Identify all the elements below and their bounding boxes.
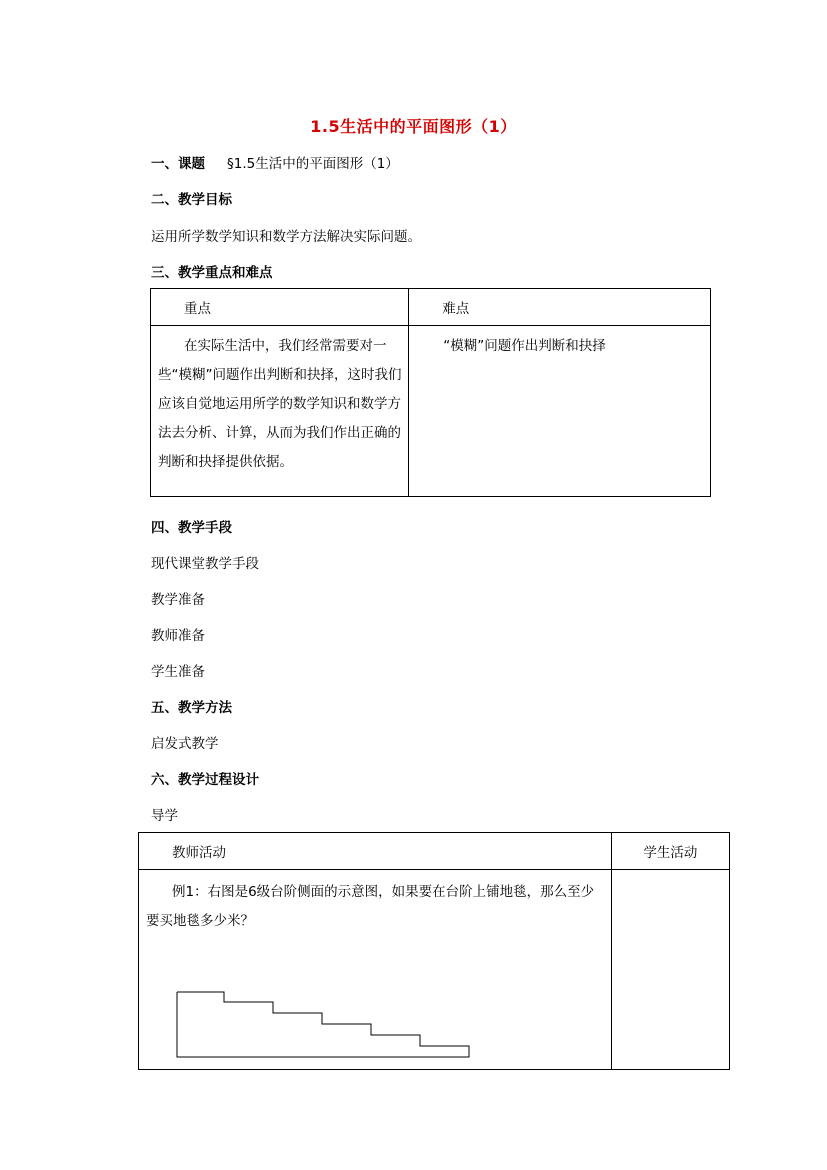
- means-item: 现代课堂教学手段: [151, 556, 259, 572]
- means-heading: 四、教学手段: [151, 520, 232, 536]
- student-activity-cell: [611, 870, 729, 1070]
- goals-text: 运用所学数学知识和数学方法解决实际问题。: [151, 229, 421, 245]
- key-point-text: 在实际生活中，我们经常需要对一些“模糊”问题作出判断和抉择，这时我们应该自觉地运用所学的数学知识和数学方法去分析、计算，从而为我们作出正确的判断和抉择提供依据。: [158, 338, 402, 470]
- stairs-diagram: [175, 990, 475, 1062]
- student-activity-header: 学生活动: [611, 833, 729, 870]
- method-heading: 五、教学方法: [151, 700, 232, 716]
- teacher-activity-header: 教师活动: [139, 833, 612, 870]
- difficulty-header: 难点: [409, 289, 711, 326]
- page-title: 1.5生活中的平面图形（1）: [310, 117, 517, 136]
- means-item: 教师准备: [151, 628, 205, 644]
- key-difficulty-table: [150, 288, 711, 497]
- example-text: 例1：右图是6级台阶侧面的示意图，如果要在台阶上铺地毯，那么至少要买地毯多少米？: [146, 884, 595, 929]
- key-header: 重点: [151, 289, 409, 326]
- example-cell: [139, 870, 611, 1069]
- topic-label: 一、课题: [151, 156, 205, 172]
- process-table: [138, 832, 730, 1070]
- means-item: 教学准备: [151, 592, 205, 608]
- topic-value: §1.5生活中的平面图形（1）: [227, 156, 399, 172]
- goals-heading: 二、教学目标: [151, 192, 232, 208]
- difficulty-text: “模糊”问题作出判断和抉择: [443, 338, 606, 354]
- means-item: 学生准备: [151, 664, 205, 680]
- method-text: 启发式教学: [151, 736, 219, 752]
- topic-line: [151, 152, 399, 172]
- process-heading: 六、教学过程设计: [151, 772, 259, 788]
- key-heading: 三、教学重点和难点: [151, 265, 273, 281]
- process-sub: 导学: [151, 808, 178, 824]
